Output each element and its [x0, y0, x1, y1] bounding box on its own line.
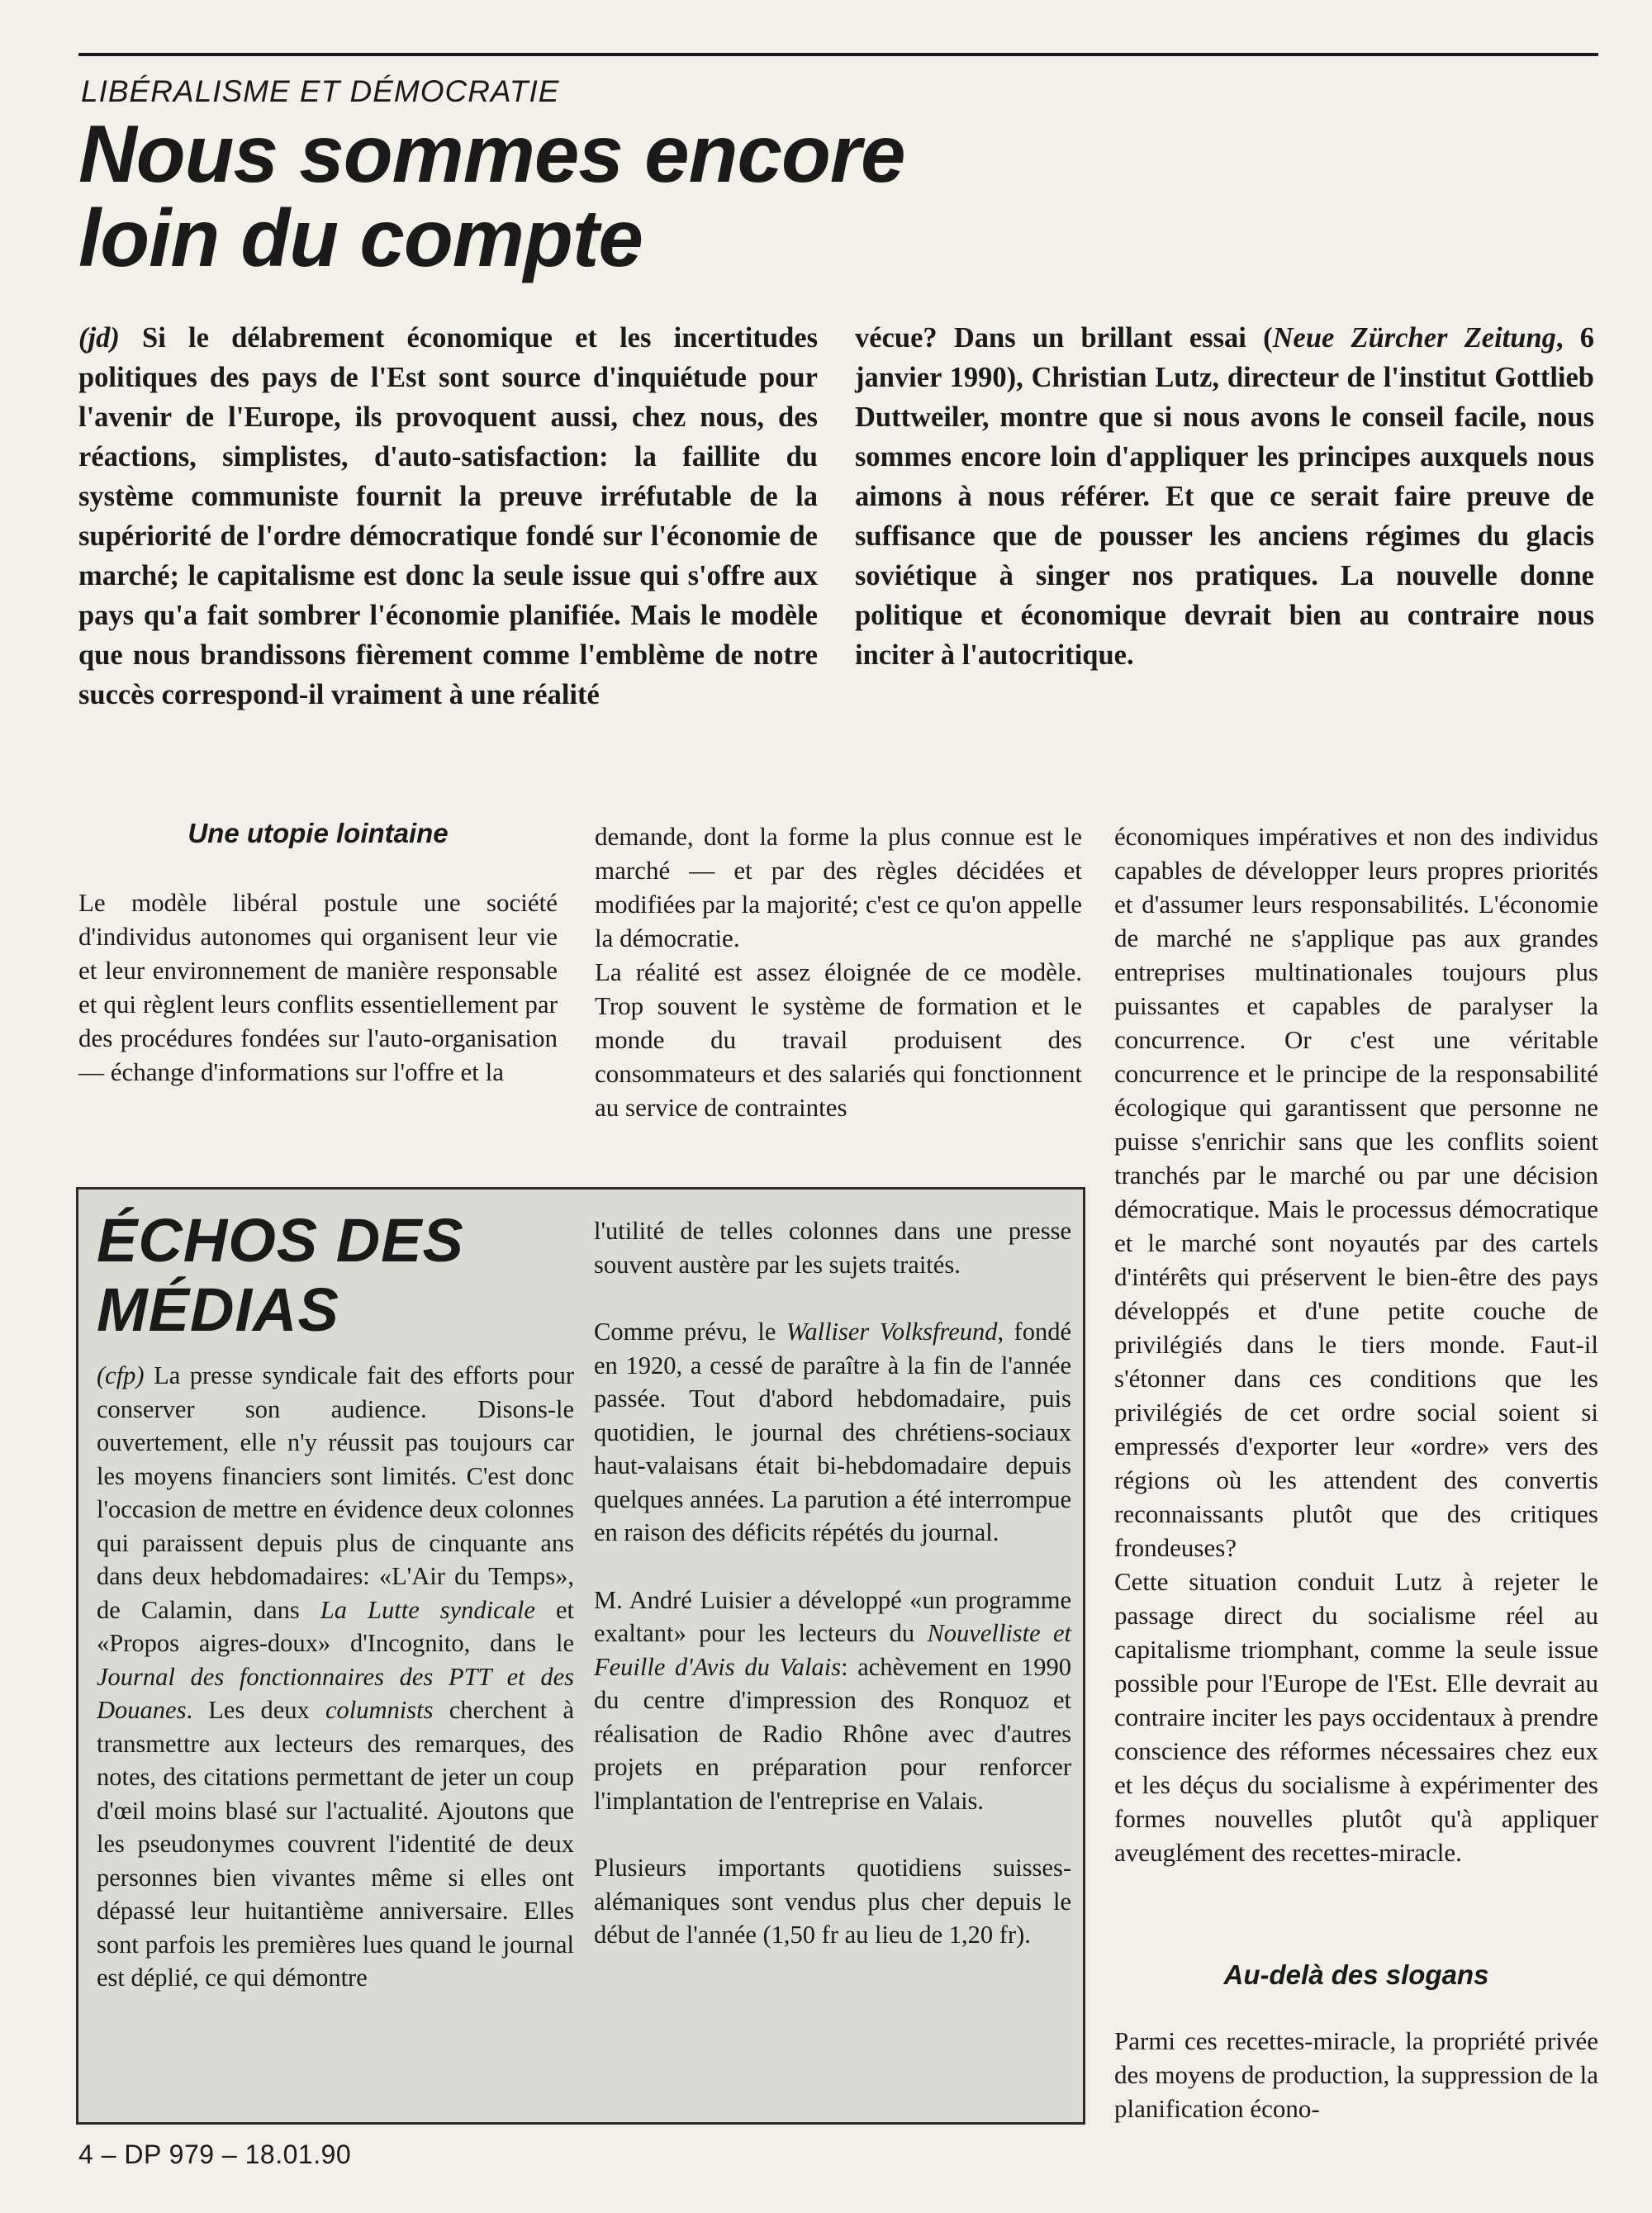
article-col-3-end: [1114, 2024, 1598, 2125]
article-col-1: [78, 886, 558, 1089]
paragraph: Cette situation conduit Lutz à rejeter le passage direct du socialisme réel au capitalisme triomphant, comme la seule issue possible pour l'Europe de l'Est. Elle devrait au contraire inciter les pays occidentaux à prendre conscience des réformes nécessaires chez eux et les déçus du socialisme à expérimenter des formes nouvelles plutôt qu'à appliquer aveuglément des recettes-miracle.: [1114, 1567, 1598, 1867]
paragraph: économiques impératives et non des individus capables de développer leurs propres priorités et d'assumer leurs responsabilités. L'économie de marché ne s'applique pas aux grandes entreprises multinationales toujours plus puissantes et capables de paralyser la concurrence. Or c'est une véritable concurrence et le principe de la responsabilité écologique qui garantissent que personne ne puisse s'enrichir sans que les conflits soient tranchés par le marché ou par une décision démocratique. Mais le processus démocratique et le marché sont noyautés par des cartels d'intérêts qui préservent le bien-être des pays développés et d'une petite couche de privilégiés dans le tiers monde. Faut-il s'étonner dans ces conditions que les privilégiés de cet ordre social soient si empressés d'exporter leur «ordre» vers des régions où les attendent des convertis reconnaissants plutôt que des critiques frondeuses?: [1114, 822, 1598, 1562]
lead-author: (jd): [78, 322, 120, 354]
text: . Les deux: [186, 1696, 326, 1724]
text: Comme prévu, le: [594, 1318, 786, 1346]
paragraph: La réalité est assez éloignée de ce modèle. Trop souvent le système de formation et le monde du travail produisent des consommateurs et des salariés qui fonctionnent au service de contraintes: [595, 957, 1082, 1122]
section-kicker: LIBÉRALISME ET DÉMOCRATIE: [81, 74, 560, 108]
paragraph: l'utilité de telles colonnes dans une presse souvent austère par les sujets traités.: [594, 1217, 1071, 1279]
box-title-line-1: ÉCHOS DES: [97, 1206, 464, 1275]
headline-line-2: loin du compte: [78, 192, 643, 283]
publication-name: Walliser Volksfreund: [786, 1318, 998, 1346]
publication-name: La Lutte syndicale: [320, 1595, 535, 1624]
headline-line-1: Nous sommes encore: [78, 108, 905, 199]
headline: [78, 108, 1317, 283]
text: : achèvement en 1990 du centre d'impression des Ronquoz et réalisation de Radio Rhône avec d'autres projets en préparation pour renforcer l'implantation de l'entreprise en Valais.: [594, 1652, 1071, 1815]
top-rule: [78, 53, 1598, 56]
box-author: (cfp): [97, 1361, 145, 1389]
lead-journal: Neue Zürcher Zeitung: [1272, 322, 1556, 354]
lead-left-text: Si le délabrement économique et les incertitudes politiques des pays de l'Est sont source d'inquiétude pour l'avenir de l'Europe, ils provoquent aussi, chez nous, des réactions, simplistes, d'auto-satisfaction: la faillite du système communiste fournit la preuve irréfutable de la supériorité de l'ordre démocratique fondé sur l'économie de marché; le capitalisme est donc la seule issue qui s'offre aux pays qu'a fait sombrer l'économie planifiée. Mais le modèle que nous brandissons fièrement comme l'emblème de notre succès correspond-il vraiment à une réalité: [78, 322, 818, 710]
text: , fondé en 1920, a cessé de paraître à la fin de l'année passée. Tout d'abord hebdomadaire, puis quotidien, le journal des chrétiens-sociaux haut-valaisans était bi-hebdomadaire depuis quelques années. La parution a été interrompue en raison des déficits répétés du journal.: [594, 1318, 1071, 1546]
paragraph: demande, dont la forme la plus connue est le marché — et par des règles décidées et modifiées par la majorité; c'est ce qu'on appelle la démocratie.: [595, 822, 1082, 952]
lead-right: [855, 318, 1594, 675]
text: et «Propos aigres-doux» d'Incognito, dans le: [97, 1595, 575, 1657]
text: M. André Luisier a développé «un programme exaltant» pour les lecteurs du: [594, 1585, 1071, 1647]
subhead-slogans: Au-delà des slogans: [1223, 1959, 1489, 1990]
box-col-left: [97, 1359, 574, 1995]
article-col-3: [1114, 819, 1598, 1869]
subhead-utopie: Une utopie lointaine: [188, 818, 449, 848]
echos-medias-box: [76, 1187, 1085, 2125]
publication-name: Journal des fonctionnaires des PTT et des Douanes: [97, 1662, 574, 1724]
lead-left: [78, 318, 818, 715]
paragraph: [594, 1315, 1071, 1550]
emphasis: columnists: [325, 1696, 434, 1724]
lead-right-post: , 6 janvier 1990), Christian Lutz, directeur de l'institut Gottlieb Duttweiler, montre que si nous avons le conseil facile, nous sommes encore loin d'appliquer les principes auxquels nous aimons à nous référer. Et que ce serait faire preuve de suffisance que de pousser les anciens régimes du glacis soviétique à singer nos pratiques. La nouvelle donne politique et économique devrait bien au contraire nous inciter à l'autocritique.: [855, 322, 1594, 671]
publication-name: Nouvelliste et Feuille d'Avis du Valais: [594, 1619, 1071, 1681]
paragraph: Le modèle libéral postule une société d'individus autonomes qui organisent leur vie et leur environnement de manière responsable et qui règlent leurs conflits essentiellement par des procédures fondées sur l'auto-organisation — échange d'informations sur l'offre et la: [78, 888, 558, 1086]
paragraph: Parmi ces recettes-miracle, la propriété privée des moyens de production, la suppression de la planification écono-: [1114, 2026, 1598, 2123]
text: cherchent à transmettre aux lecteurs des remarques, des notes, des citations permettant de jeter un coup d'œil moins blasé sur l'actualité. Ajoutons que les pseudonymes couvrent l'identité de deux personnes bien vivantes même si elles ont dépassé leur huitantième anniversaire. Elles sont parfois les premières lues quand le journal est déplié, ce qui démontre: [97, 1696, 574, 1992]
box-title: [97, 1206, 592, 1345]
page-footer: 4 – DP 979 – 18.01.90: [78, 2139, 352, 2169]
box-title-line-2: MÉDIAS: [97, 1275, 339, 1344]
lead-right-pre: vécue? Dans un brillant essai (: [855, 322, 1273, 354]
text: La presse syndicale fait des efforts pour conserver son audience. Disons-le ouvertement, elle n'y réussit pas toujours car les moyens financiers sont limités. C'est donc l'occasion de mettre en évidence deux colonnes qui paraissent depuis plus de cinquante ans dans deux hebdomadaires: «L'Air du Temps», de Calamin, dans: [97, 1361, 574, 1624]
paragraph: [594, 1584, 1071, 1818]
paragraph: [97, 1359, 574, 1995]
paragraph: Plusieurs importants quotidiens suisses-alémaniques sont vendus plus cher depuis le début de l'année (1,50 fr au lieu de 1,20 fr).: [594, 1854, 1071, 1949]
article-col-2: [595, 819, 1082, 1124]
box-col-right: [594, 1214, 1071, 1952]
